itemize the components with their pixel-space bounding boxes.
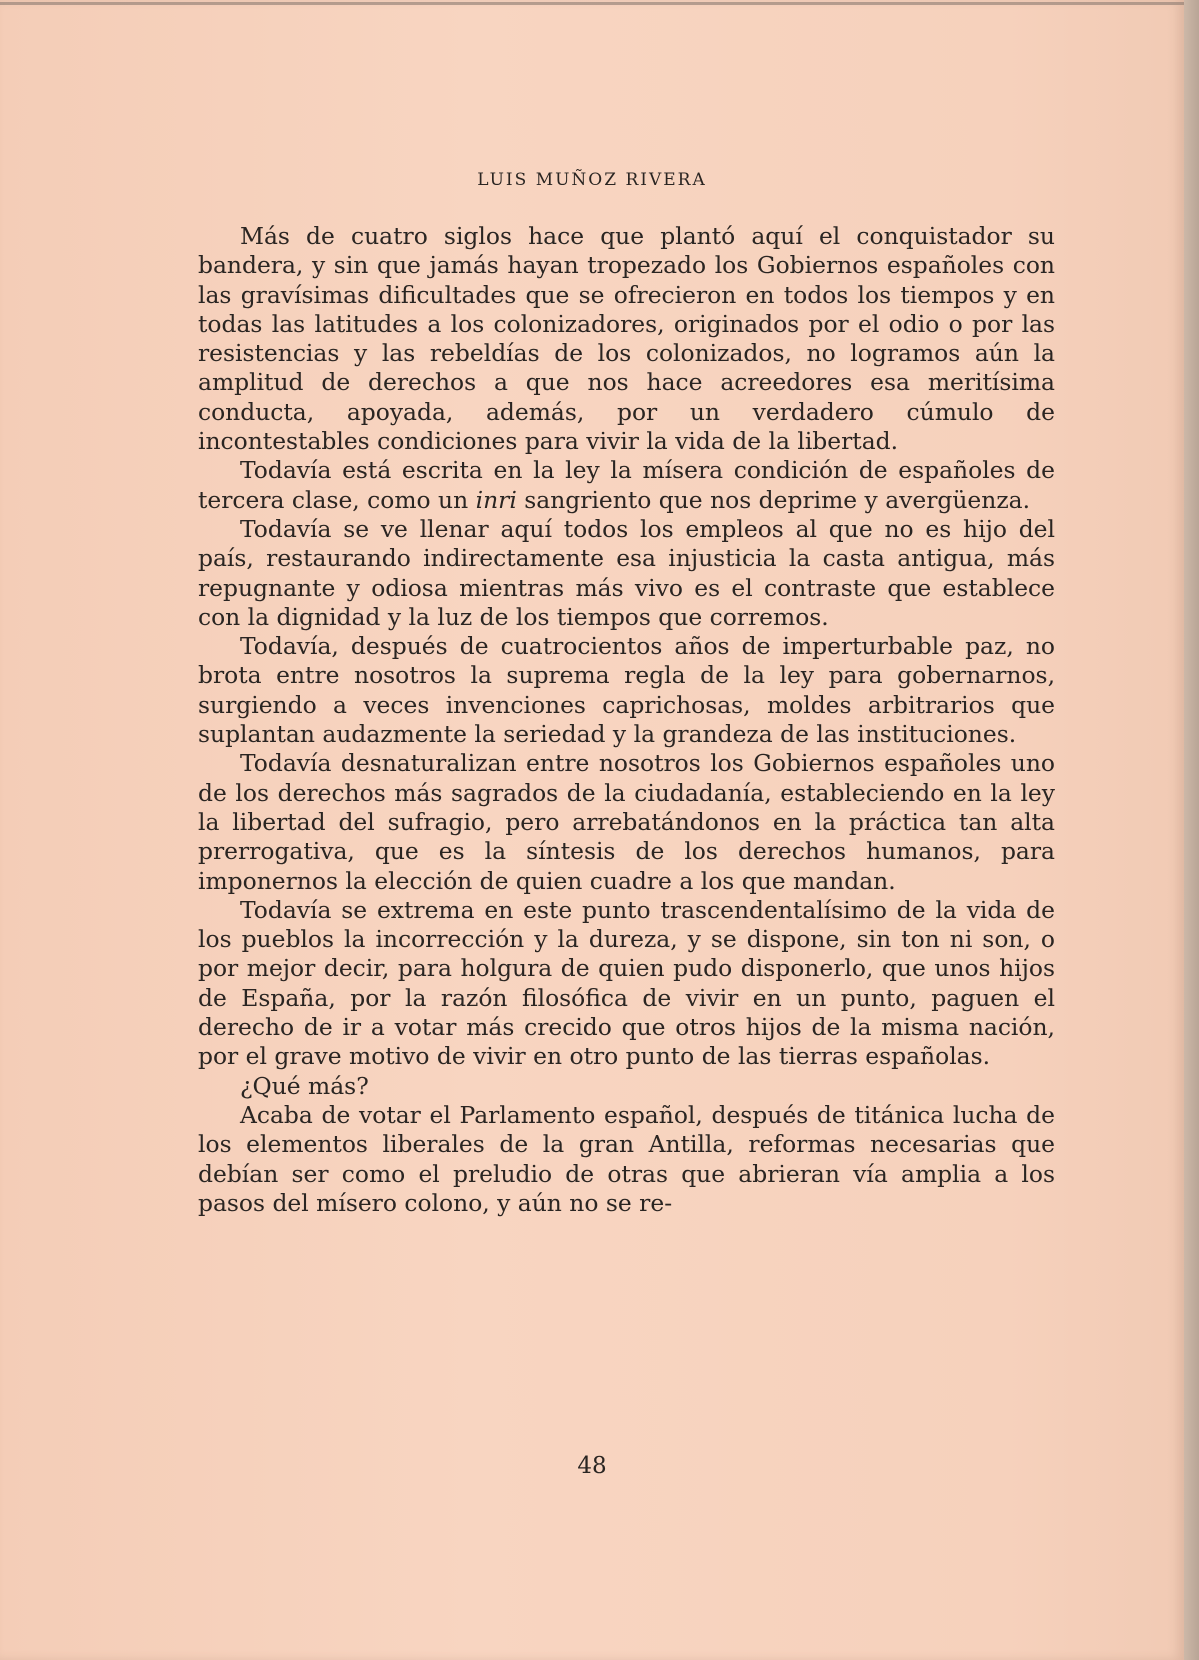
page-number: 48: [577, 1453, 607, 1479]
paragraph-3: [198, 515, 1055, 632]
body-text: [198, 222, 1055, 1218]
paragraph-text: Todavía se ve llenar aquí todos los empleos al que no es hijo del país, restaurando indirectamente esa injusticia la casta antigua, más repugnante y odiosa mientras más vivo es el contraste que establece con la dignidad y la luz de los tiempos que corremos.: [198, 514, 1055, 631]
paragraph-text: Acaba de votar el Parlamento español, después de titánica lucha de los elementos liberales de la gran Antilla, reformas necesarias que debían ser como el preludio de otras que abrieran vía amplia a los pasos del mísero colono, y aún no se re-: [198, 1100, 1055, 1217]
paragraph-2: [198, 456, 1055, 515]
paragraph-text: Todavía se extrema en este punto trascendentalísimo de la vida de los pueblos la incorrección y la dureza, y se dispone, sin ton ni son, o por mejor decir, para holgura de quien pudo disponerlo, que unos hijos de España, por la razón filosófica de vivir en un punto, paguen el derecho de ir a votar más crecido que otros hijos de la misma nación, por el grave motivo de vivir en otro punto de las tierras españolas.: [198, 895, 1055, 1071]
page-top-edge: [0, 2, 1184, 5]
italic-word: inri: [475, 485, 517, 514]
paragraph-7: [198, 1072, 1055, 1101]
paragraph-6: [198, 896, 1055, 1072]
paragraph-text: sangriento que nos deprime y avergüenza.: [516, 485, 1031, 514]
paragraph-text: Todavía, después de cuatrocientos años de imperturbable paz, no brota entre nosotros la suprema regla de la ley para gobernarnos, surgiendo a veces invenciones caprichosas, moldes arbitrarios que suplantan audazmente la seriedad y la grandeza de las instituciones.: [198, 632, 1055, 749]
paragraph-4: [198, 632, 1055, 749]
paragraph-1: [198, 222, 1055, 456]
paragraph-text: Más de cuatro siglos hace que plantó aquí el conquistador su bandera, y sin que jamás hayan tropezado los Gobiernos españoles con las gravísimas dificultades que se ofrecieron en todos los tiempos y en todas las latitudes a los colonizadores, originados por el odio o por las resistencias y las rebeldías de los colonizados, no logramos aún la amplitud de derechos a que nos hace acreedores esa meritísima conducta, apoyada, además, por un verdadero cúmulo de incontestables condiciones para vivir la vida de la libertad.: [198, 222, 1055, 456]
paragraph-text: Todavía desnaturalizan entre nosotros los Gobiernos españoles uno de los derechos más sagrados de la ciudadanía, estableciendo en la ley la libertad del sufragio, pero arrebatándonos en la práctica tan alta prerrogativa, que es la síntesis de los derechos humanos, para imponernos la elección de quien cuadre a los que mandan.: [198, 749, 1055, 895]
paragraph-8: [198, 1101, 1055, 1218]
running-head: LUIS MUÑOZ RIVERA: [477, 170, 707, 190]
paragraph-text: Todavía está escrita en la ley la mísera condición de españoles de tercera clase, como un: [198, 456, 1055, 514]
page-edge-shadow: [1184, 0, 1199, 1660]
paragraph-5: [198, 749, 1055, 895]
paragraph-text: ¿Qué más?: [240, 1071, 369, 1100]
